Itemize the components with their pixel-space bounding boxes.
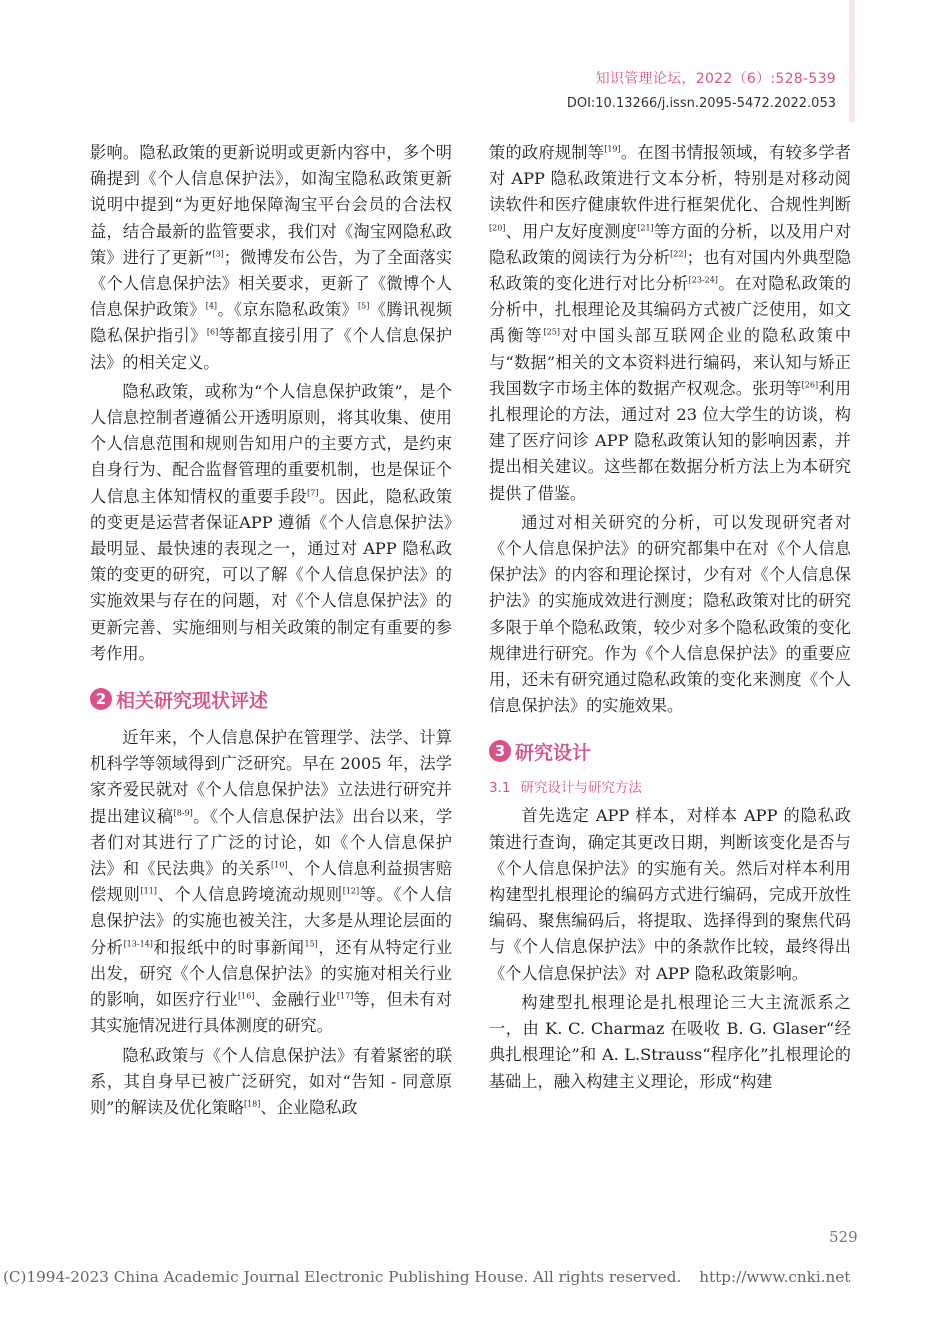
citation-ref[interactable]: [20] [489, 223, 506, 233]
citation-ref[interactable]: [22] [670, 249, 687, 259]
citation-ref[interactable]: [3] [212, 249, 224, 259]
paragraph-left-2: 隐私政策，或称为“个人信息保护政策”，是个人信息控制者遵循公开透明原则，将其收集、使用个人信息范围和规则告知用户的主要方式，是约束自身行为、配合监督管理的重要机制，也是保证个人信息主体知情权的重要手段[7]。因此，隐私政策的变更是运营者保证APP 遵循《个人信息保护法》最明显、最快速的表现之一，通过对 APP 隐私政策的变更的研究，可以了解《个人信息保护法》的实施效果与存在的问题，对《个人信息保护法》的更新完善、实施细则与相关政策的制定有重要的参考作用。 [90, 381, 453, 663]
paragraph-right-3: 首先选定 APP 样本，对样本 APP 的隐私政策进行查询，确定其更改日期，判断该变化是否与《个人信息保护法》的实施有关。然后对样本利用构建型扎根理论的编码方式进行编码，完成开放性编码、聚焦编码后，将提取、选择得到的聚焦代码与《个人信息保护法》中的条款作比较，最终得出《个人信息保护法》对 APP 隐私政策影响。 [489, 806, 851, 983]
subsection-title: 研究设计与研究方法 [520, 780, 642, 797]
section-number-badge: 3 [489, 740, 511, 762]
section-heading-2 [90, 685, 452, 713]
section-title: 研究设计 [515, 741, 592, 764]
citation-ref[interactable]: [17] [336, 991, 354, 1001]
doi-line: DOI:10.13266/j.issn.2095-5472.2022.053 [566, 96, 836, 111]
citation-ref[interactable]: [5] [358, 301, 370, 311]
page-number: 529 [829, 1228, 858, 1246]
citation-ref[interactable]: [4] [205, 301, 218, 311]
subsection-number: 3.1 [489, 780, 511, 797]
citation-ref[interactable]: [25] [543, 328, 560, 338]
paragraph-right-2: 通过对相关研究的分析，可以发现研究者对《个人信息保护法》的研究都集中在对《个人信息保护法》的内容和理论探讨，少有对《个人信息保护法》的实施成效进行测度；隐私政策对比的研究多限于单个隐私政策，较少对多个隐私政策的变化规律进行研究。作为《个人信息保护法》的重要应用，还未有研究通过隐私政策的变化来测度《个人信息保护法》的实施效果。 [489, 512, 851, 716]
citation-ref[interactable]: [6] [206, 328, 219, 338]
citation-ref[interactable]: [11] [140, 886, 157, 896]
header-side-bar [849, 0, 855, 122]
paragraph-right-1: 策的政府规制等[19]。在图书情报领域，有较多学者对 APP 隐私政策进行文本分析，特别是对移动阅读软件和医疗健康软件进行框架优化、合规性判断[20]、用户友好度测度[21]等方面的分析，以及用户对隐私政策的阅读行为分析[22]；也有对国内外典型隐私政策的变化进行对比分析[23-24]。在对隐私政策的分析中，扎根理论及其编码方式被广泛使用，如文禹衡等[25]对中国头部互联网企业的隐私政策中与“数据”相关的文本资料进行编码，来认知与矫正我国数字市场主体的数据产权观念。张玥等[26]利用扎根理论的方法，通过对 23 位大学生的访谈，构建了医疗问诊 APP 隐私政策认知的影响因素，并提出相关建议。这些都在数据分析方法上为本研究提供了借鉴。 [489, 143, 852, 503]
subsection-heading-3-1 [489, 777, 851, 799]
section-heading-3 [489, 737, 851, 765]
citation-ref[interactable]: [13-14] [123, 939, 153, 949]
paragraph-right-4: 构建型扎根理论是扎根理论三大主流派系之一，由 K. C. Charmaz 在吸收 B. G. Glaser“经典扎根理论”和 A. L.Strauss“程序化”扎根理论的基础上，融入构建主义理论，形成“构建 [489, 992, 851, 1091]
cnki-link[interactable]: http://www.cnki.net [699, 1268, 851, 1286]
citation-ref[interactable]: [8-9] [173, 808, 193, 818]
copyright-footer [3, 1268, 850, 1286]
paragraph-left-4: 隐私政策与《个人信息保护法》有着紧密的联系，其自身早已被广泛研究，如对“告知 - 同意原则”的解读及优化策略[18]、企业隐私政 [90, 1045, 452, 1117]
citation-ref[interactable]: [26] [801, 380, 819, 390]
paragraph-left-1: 影响。隐私政策的更新说明或更新内容中，多个明确提到《个人信息保护法》，如淘宝隐私政策更新说明中提到“为更好地保障淘宝平台会员的合法权益，结合最新的监管要求，我们对《淘宝网隐私政策》进行了更新”[3]；微博发布公告，为了全面落实《个人信息保护法》相关要求，更新了《微博个人信息保护政策》[4]。《京东隐私政策》[5]《腾讯视频隐私保护指引》[6]等都直接引用了《个人信息保护法》的相关定义。 [90, 143, 453, 372]
left-column [90, 140, 452, 1121]
right-column [489, 140, 851, 1095]
section-title: 相关研究现状评述 [116, 689, 269, 712]
citation-ref[interactable]: [7] [307, 488, 319, 498]
citation-ref[interactable]: [19] [604, 144, 621, 154]
citation-ref[interactable]: [23-24] [688, 275, 718, 285]
citation-ref[interactable]: 15] [304, 939, 318, 949]
paragraph-left-3: 近年来，个人信息保护在管理学、法学、计算机科学等领域得到广泛研究。早在 2005 年，法学家齐爱民就对《个人信息保护法》立法进行研究并提出建议稿[8-9]。《个人信息保护法》出台以来，学者们对其进行了广泛的讨论，如《个人信息保护法》和《民法典》的关系[10]、个人信息利益损害赔偿规则[11]、个人信息跨境流动规则[12]等。《个人信息保护法》的实施也被关注，大多是从理论层面的分析[13-14]和报纸中的时事新闻$^{15]}$，还有从特定行业出发，研究《个人信息保护法》的实施对相关行业的影响，如医疗行业[16]、金融行业[17]等，但未有对其实施情况进行具体测度的研究。 [90, 728, 453, 1036]
section-number-badge: 2 [90, 688, 112, 710]
citation-ref[interactable]: [21] [637, 223, 654, 233]
copyright-text: (C)1994-2023 China Academic Journal Electronic Publishing House. All rights reserved. [3, 1268, 682, 1286]
citation-ref[interactable]: [16] [238, 991, 255, 1001]
citation-ref[interactable]: [12] [342, 886, 360, 896]
journal-citation: 知识管理论坛，2022（6）:528-539 [595, 71, 836, 87]
citation-ref[interactable]: [18] [243, 1099, 261, 1109]
citation-ref[interactable]: [10] [271, 860, 288, 870]
